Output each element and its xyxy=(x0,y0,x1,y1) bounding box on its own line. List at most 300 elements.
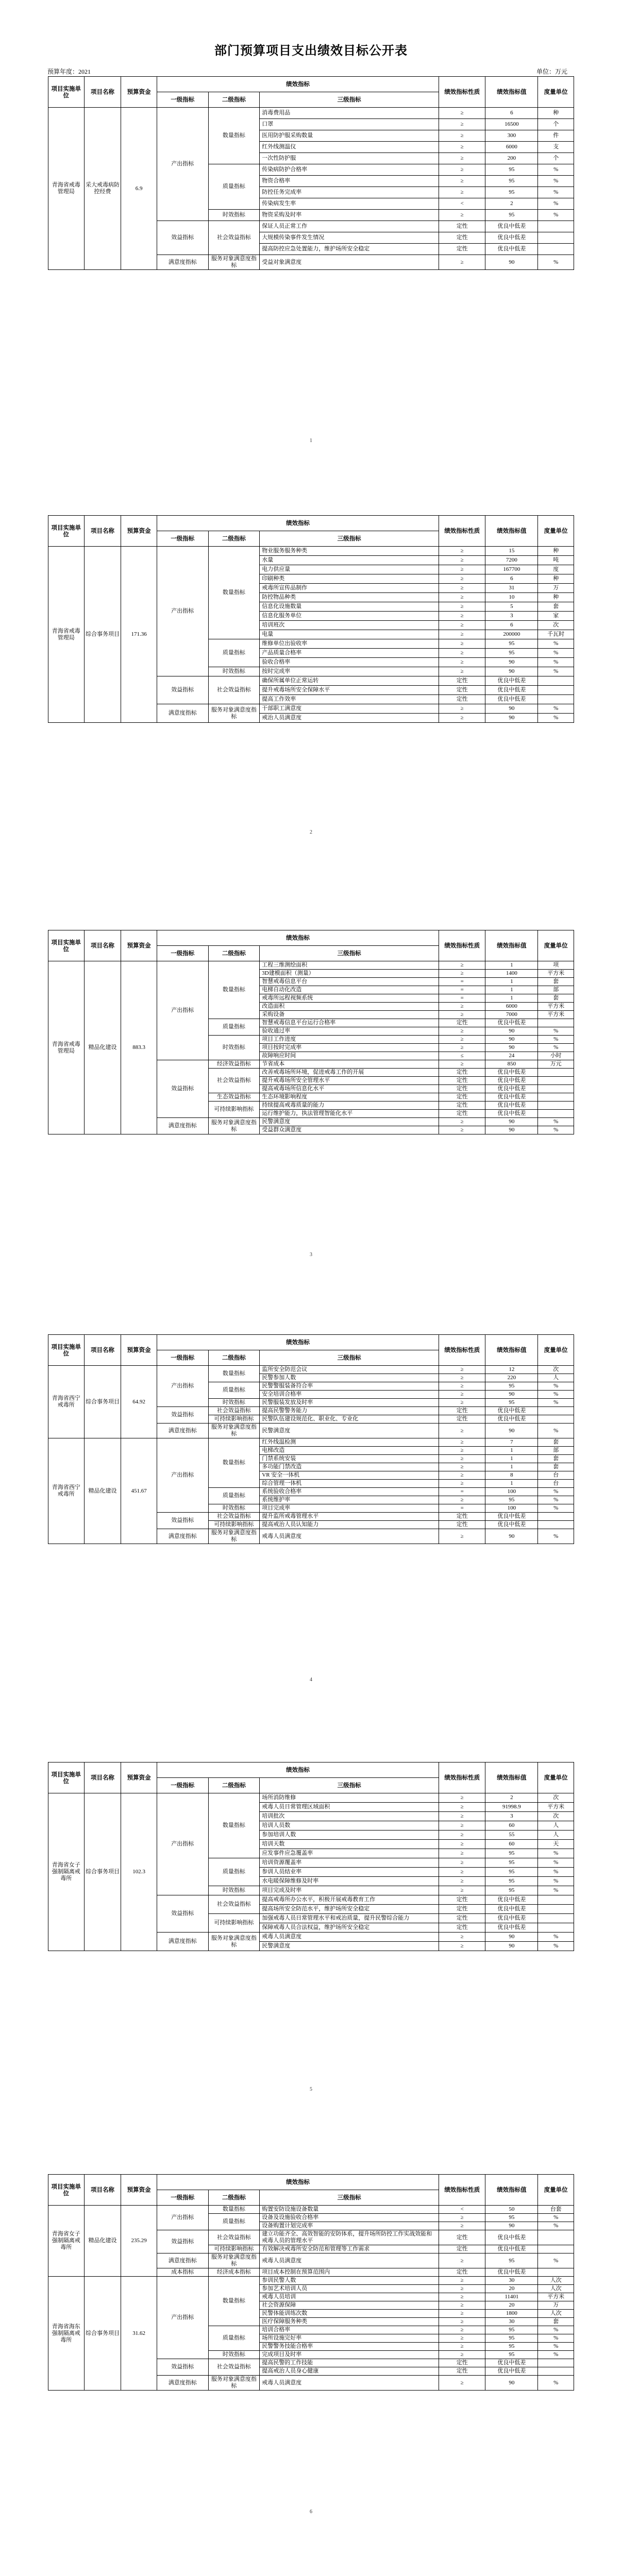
cell-measure: 小时 xyxy=(538,1052,574,1060)
cell-level3: 戒毒所宣传品制作 xyxy=(260,584,439,593)
header-measure: 度量单位 xyxy=(538,77,574,108)
cell-value: 3 xyxy=(485,612,538,621)
cell-level3: 民警参加人数 xyxy=(260,1374,439,1382)
table-row xyxy=(48,1366,574,1374)
cell-value: 95 xyxy=(485,1496,538,1504)
cell-nature: 定性 xyxy=(439,676,485,686)
cell-level3: 信息化设施数量 xyxy=(260,602,439,612)
cell-nature: 定性 xyxy=(439,686,485,695)
cell-nature: ≥ xyxy=(439,1933,485,1942)
cell-level2: 数量指标 xyxy=(208,1793,260,1858)
cell-level3: 电量 xyxy=(260,630,439,639)
cell-level3: 培训合格率 xyxy=(260,2326,439,2334)
cell-measure: 项 xyxy=(538,961,574,970)
cell-value: 167700 xyxy=(485,565,538,574)
cell-value: 优良中低差 xyxy=(485,2268,538,2277)
header-indicators: 绩效指标 xyxy=(157,1335,439,1350)
cell-level3: 提高工作效率 xyxy=(260,695,439,704)
cell-value: 30 xyxy=(485,2277,538,2285)
header-value: 绩效指标值 xyxy=(485,930,538,961)
cell-nature: ≥ xyxy=(439,1126,485,1134)
budget-year: 预算年度：2021 xyxy=(47,68,91,75)
header-level2: 二级指标 xyxy=(208,1350,260,1366)
cell-value: 20 xyxy=(485,2285,538,2293)
cell-level3: 持续提高戒毒质量的能力 xyxy=(260,1101,439,1110)
cell-nature: ≥ xyxy=(439,1480,485,1488)
cell-measure xyxy=(538,1415,574,1423)
cell-measure: % xyxy=(538,1868,574,1877)
page-number: 1 xyxy=(310,438,312,444)
cell-unit: 青海省戒毒管理局 xyxy=(48,961,85,1134)
cell-level3: 消毒费用品 xyxy=(260,108,439,119)
cell-level3: 水量 xyxy=(260,556,439,565)
cell-nature: < xyxy=(439,2206,485,2214)
cell-measure: 个 xyxy=(538,119,574,130)
cell-nature: ≥ xyxy=(439,108,485,119)
cell-nature: ≥ xyxy=(439,621,485,630)
cell-measure xyxy=(538,2245,574,2253)
cell-value: 95 xyxy=(485,1877,538,1886)
cell-budget: 171.36 xyxy=(121,547,157,723)
cell-measure: 平方米 xyxy=(538,1803,574,1812)
cell-value: 优良中低差 xyxy=(485,1895,538,1905)
cell-measure: 次 xyxy=(538,1812,574,1821)
cell-level3: 民警满意度 xyxy=(260,1942,439,1951)
cell-level3: 监所安全防范会议 xyxy=(260,1366,439,1374)
header-level1: 一级指标 xyxy=(157,1350,208,1366)
cell-level3: 提升戒毒场所安全管理水平 xyxy=(260,1077,439,1085)
cell-measure xyxy=(538,221,574,232)
cell-measure: 个 xyxy=(538,153,574,164)
cell-project: 精品化建设 xyxy=(84,1438,121,1544)
cell-nature: = xyxy=(439,1504,485,1513)
cell-measure: % xyxy=(538,1942,574,1951)
cell-level1: 效益指标 xyxy=(157,676,208,704)
cell-nature: 定性 xyxy=(439,1513,485,1521)
cell-measure: 家 xyxy=(538,612,574,621)
cell-level3: 系统验收合格率 xyxy=(260,1488,439,1496)
cell-value: 优良中低差 xyxy=(485,1513,538,1521)
cell-level3: 3D建模面积（测量） xyxy=(260,970,439,978)
cell-level3: 运行维护能力，执法管理智能化水平 xyxy=(260,1110,439,1118)
cell-level3: 民警体能训练次数 xyxy=(260,2310,439,2318)
cell-value: 31 xyxy=(485,584,538,593)
cell-measure xyxy=(538,1110,574,1118)
cell-measure xyxy=(538,1895,574,1905)
cell-measure: 人 xyxy=(538,1831,574,1840)
cell-value: 60 xyxy=(485,1821,538,1831)
cell-level1: 效益指标 xyxy=(157,1513,208,1529)
cell-value: 95 xyxy=(485,649,538,658)
cell-value: 95 xyxy=(485,1858,538,1868)
page-number: 3 xyxy=(310,1252,312,1258)
cell-level3: 确保所属单位正常运转 xyxy=(260,676,439,686)
cell-budget: 64.92 xyxy=(121,1366,157,1438)
cell-value: 2 xyxy=(485,1793,538,1803)
cell-value: 优良中低差 xyxy=(485,686,538,695)
cell-nature: ≥ xyxy=(439,2334,485,2343)
cell-level3: 传染病发生率 xyxy=(260,198,439,210)
cell-value: 10 xyxy=(485,593,538,602)
table-row xyxy=(48,1438,574,1447)
cell-level3: 生态环境影响程度 xyxy=(260,1093,439,1101)
cell-value: 6 xyxy=(485,108,538,119)
header-level3: 三级指标 xyxy=(260,946,439,961)
cell-nature: 定性 xyxy=(439,1101,485,1110)
cell-measure: % xyxy=(538,649,574,658)
cell-nature: ≥ xyxy=(439,639,485,649)
cell-level2: 质量指标 xyxy=(208,164,260,210)
header-project: 项目名称 xyxy=(84,2175,121,2206)
cell-nature: ≥ xyxy=(439,187,485,198)
cell-level3: 培训批次 xyxy=(260,1812,439,1821)
cell-measure xyxy=(538,2359,574,2367)
cell-measure xyxy=(538,1407,574,1415)
cell-measure: % xyxy=(538,1877,574,1886)
cell-value: 优良中低差 xyxy=(485,1101,538,1110)
cell-measure: % xyxy=(538,1423,574,1438)
cell-measure: % xyxy=(538,198,574,210)
cell-measure: % xyxy=(538,2222,574,2230)
cell-measure: % xyxy=(538,1391,574,1399)
cell-nature: ≥ xyxy=(439,176,485,187)
performance-table xyxy=(48,2174,574,2391)
cell-level2: 社会效益指标 xyxy=(208,1407,260,1415)
cell-level1: 效益指标 xyxy=(157,1060,208,1118)
cell-value: 90 xyxy=(485,704,538,714)
cell-nature: 定性 xyxy=(439,1069,485,1077)
cell-level3: 项目成本控制在预算范围内 xyxy=(260,2268,439,2277)
cell-value: 90 xyxy=(485,1027,538,1036)
cell-level3: 社会资源保障 xyxy=(260,2301,439,2310)
cell-nature: 定性 xyxy=(439,1407,485,1415)
cell-measure: 种 xyxy=(538,547,574,556)
cell-measure: 套 xyxy=(538,1463,574,1471)
cell-value: 7200 xyxy=(485,556,538,565)
cell-value: 2 xyxy=(485,198,538,210)
cell-measure: 套 xyxy=(538,978,574,986)
cell-value: 1 xyxy=(485,1455,538,1463)
table-row xyxy=(48,1793,574,1803)
cell-nature: ≥ xyxy=(439,1382,485,1391)
cell-nature: ≥ xyxy=(439,658,485,667)
cell-level3: 民警警务技能合格率 xyxy=(260,2343,439,2351)
cell-measure: 吨 xyxy=(538,556,574,565)
cell-level2: 社会效益指标 xyxy=(208,1513,260,1521)
performance-table xyxy=(48,1762,574,1951)
cell-level3: 智慧戒毒信息平台 xyxy=(260,978,439,986)
cell-level1: 效益指标 xyxy=(157,2230,208,2253)
cell-unit: 青海省西宁戒毒所 xyxy=(48,1366,85,1438)
cell-measure: % xyxy=(538,2253,574,2268)
cell-value: 200 xyxy=(485,153,538,164)
cell-measure: 万元 xyxy=(538,1060,574,1069)
cell-nature: ≥ xyxy=(439,255,485,270)
cell-value: 90 xyxy=(485,255,538,270)
cell-nature: = xyxy=(439,978,485,986)
cell-level3: 采购设备 xyxy=(260,1011,439,1019)
cell-level1: 效益指标 xyxy=(157,2359,208,2376)
cell-level3: 维修单位出验收率 xyxy=(260,639,439,649)
cell-level2: 社会效益指标 xyxy=(208,2230,260,2245)
cell-level2: 可持续影响指标 xyxy=(208,1101,260,1118)
cell-level2: 经济效益指标 xyxy=(208,1060,260,1069)
cell-budget: 102.3 xyxy=(121,1793,157,1951)
cell-measure: 平方米 xyxy=(538,970,574,978)
cell-value: 90 xyxy=(485,1942,538,1951)
cell-level2: 数量指标 xyxy=(208,1366,260,1382)
cell-level3: 完成项目及时率 xyxy=(260,2351,439,2359)
cell-measure xyxy=(538,1069,574,1077)
cell-value: 11401 xyxy=(485,2293,538,2301)
cell-value: 1 xyxy=(485,1463,538,1471)
header-project: 项目名称 xyxy=(84,77,121,108)
cell-level3: 有效解决戒毒所安全防范和管理等工作需求 xyxy=(260,2245,439,2253)
performance-table xyxy=(48,76,574,270)
cell-level1: 满意度指标 xyxy=(157,1933,208,1951)
cell-nature: = xyxy=(439,994,485,1003)
cell-level2: 社会效益指标 xyxy=(208,2359,260,2376)
cell-nature: 定性 xyxy=(439,221,485,232)
cell-measure: % xyxy=(538,1488,574,1496)
cell-level2: 可持续影响指标 xyxy=(208,2245,260,2253)
cell-measure: % xyxy=(538,1886,574,1895)
cell-nature: 定性 xyxy=(439,1905,485,1914)
cell-level3: 提高民警的工作技能 xyxy=(260,2359,439,2367)
cell-measure xyxy=(538,244,574,255)
header-nature: 绩效指标性质 xyxy=(439,516,485,547)
cell-level3: 项目按时完成率 xyxy=(260,1044,439,1052)
cell-level3: 加强戒毒人员日常管理水平和戒治质量，提升民警综合能力 xyxy=(260,1914,439,1923)
cell-value: 1 xyxy=(485,961,538,970)
cell-nature: ≥ xyxy=(439,1831,485,1840)
cell-value: 95 xyxy=(485,2326,538,2334)
cell-nature: ≥ xyxy=(439,584,485,593)
cell-nature: 定性 xyxy=(439,2268,485,2277)
cell-level2: 时效指标 xyxy=(208,1399,260,1407)
cell-value: 优良中低差 xyxy=(485,1110,538,1118)
cell-measure xyxy=(538,1513,574,1521)
cell-level3: 故障响应时间 xyxy=(260,1052,439,1060)
header-nature: 绩效指标性质 xyxy=(439,930,485,961)
cell-value: 1 xyxy=(485,994,538,1003)
cell-value: 91998.9 xyxy=(485,1803,538,1812)
cell-measure xyxy=(538,1101,574,1110)
cell-measure xyxy=(538,232,574,244)
cell-nature: ≥ xyxy=(439,1374,485,1382)
header-indicators: 绩效指标 xyxy=(157,77,439,92)
cell-nature: ≥ xyxy=(439,142,485,153)
cell-measure: 人 xyxy=(538,1374,574,1382)
cell-level1: 产出指标 xyxy=(157,2277,208,2359)
cell-measure: % xyxy=(538,176,574,187)
cell-nature: 定性 xyxy=(439,2359,485,2367)
cell-measure xyxy=(538,686,574,695)
cell-level3: 电梯自动化改造 xyxy=(260,986,439,994)
cell-level3: 戒毒人员培训 xyxy=(260,2293,439,2301)
cell-value: 90 xyxy=(485,658,538,667)
cell-level3: 防控任务完成率 xyxy=(260,187,439,198)
cell-level3: 医用防护服采购数量 xyxy=(260,130,439,142)
cell-level1: 产出指标 xyxy=(157,961,208,1060)
cell-nature: = xyxy=(439,1488,485,1496)
cell-nature: 定性 xyxy=(439,1914,485,1923)
cell-measure: % xyxy=(538,255,574,270)
cell-nature: ≥ xyxy=(439,1438,485,1447)
cell-measure: % xyxy=(538,1504,574,1513)
cell-measure xyxy=(538,2367,574,2376)
cell-value: 12 xyxy=(485,1366,538,1374)
header-level2: 二级指标 xyxy=(208,2190,260,2206)
cell-nature: ≥ xyxy=(439,574,485,584)
cell-nature: ≥ xyxy=(439,1529,485,1544)
header-budget: 预算资金 xyxy=(121,930,157,961)
cell-measure: 套 xyxy=(538,1438,574,1447)
cell-nature: 定性 xyxy=(439,232,485,244)
cell-measure xyxy=(538,695,574,704)
cell-level3: 参训人员结业率 xyxy=(260,1868,439,1877)
cell-measure xyxy=(538,1923,574,1933)
cell-nature: ≥ xyxy=(439,593,485,602)
cell-measure: % xyxy=(538,639,574,649)
cell-measure: % xyxy=(538,210,574,221)
amount-unit: 单位：万元 xyxy=(536,68,567,75)
header-level1: 一级指标 xyxy=(157,92,208,108)
cell-measure: 套 xyxy=(538,1455,574,1463)
cell-nature: ≥ xyxy=(439,2318,485,2326)
cell-value: 90 xyxy=(485,1118,538,1126)
cell-value: 优良中低差 xyxy=(485,676,538,686)
header-level1: 一级指标 xyxy=(157,2190,208,2206)
cell-measure: 万 xyxy=(538,2301,574,2310)
header-nature: 绩效指标性质 xyxy=(439,2175,485,2206)
cell-value: 优良中低差 xyxy=(485,1019,538,1027)
cell-nature: 定性 xyxy=(439,1077,485,1085)
cell-value: 24 xyxy=(485,1052,538,1060)
cell-nature: 定性 xyxy=(439,1923,485,1933)
cell-budget: 6.9 xyxy=(121,108,157,270)
cell-level2: 质量指标 xyxy=(208,639,260,667)
cell-level3: 传染病防护合格率 xyxy=(260,164,439,176)
cell-level2: 时效指标 xyxy=(208,210,260,221)
cell-measure: 种 xyxy=(538,593,574,602)
cell-value: 55 xyxy=(485,1831,538,1840)
cell-value: 优良中低差 xyxy=(485,2230,538,2245)
header-indicators: 绩效指标 xyxy=(157,1762,439,1778)
cell-project: 综合事务项目 xyxy=(84,1793,121,1951)
cell-nature: ≥ xyxy=(439,961,485,970)
cell-nature: ≥ xyxy=(439,2253,485,2268)
header-level1: 一级指标 xyxy=(157,531,208,547)
cell-level3: 戒毒人员满意度 xyxy=(260,2253,439,2268)
cell-level3: 设备购置计划完成率 xyxy=(260,2222,439,2230)
cell-value: 90 xyxy=(485,1529,538,1544)
cell-measure: 台 xyxy=(538,1471,574,1480)
cell-value: 优良中低差 xyxy=(485,1093,538,1101)
cell-level1: 产出指标 xyxy=(157,1438,208,1513)
header-project: 项目名称 xyxy=(84,930,121,961)
cell-level2: 质量指标 xyxy=(208,1488,260,1504)
cell-level3: 大规模传染事件发生情况 xyxy=(260,232,439,244)
cell-nature: 定性 xyxy=(439,1085,485,1093)
cell-value: 95 xyxy=(485,2351,538,2359)
cell-level3: 提高戒毒所办公水平，积极开展戒毒教育工作 xyxy=(260,1895,439,1905)
cell-level2: 质量指标 xyxy=(208,2326,260,2351)
cell-project: 综合事务项目 xyxy=(84,2277,121,2391)
cell-nature: ≥ xyxy=(439,1060,485,1069)
cell-nature: ≥ xyxy=(439,565,485,574)
cell-level2: 数量指标 xyxy=(208,2206,260,2214)
header-indicators: 绩效指标 xyxy=(157,2175,439,2190)
cell-value: 优良中低差 xyxy=(485,1521,538,1529)
cell-measure: % xyxy=(538,658,574,667)
cell-budget: 883.3 xyxy=(121,961,157,1134)
cell-nature: ≥ xyxy=(439,1886,485,1895)
cell-value: 16500 xyxy=(485,119,538,130)
cell-level3: 项目完成率 xyxy=(260,1504,439,1513)
cell-value: 优良中低差 xyxy=(485,1085,538,1093)
cell-level3: 保证人员正常工作 xyxy=(260,221,439,232)
cell-measure: 台 xyxy=(538,1480,574,1488)
page-number: 4 xyxy=(310,1677,312,1683)
cell-value: 95 xyxy=(485,1382,538,1391)
cell-value: 95 xyxy=(485,164,538,176)
header-level3: 三级指标 xyxy=(260,1778,439,1793)
header-level3: 三级指标 xyxy=(260,92,439,108)
header-level2: 二级指标 xyxy=(208,1778,260,1793)
cell-value: 1 xyxy=(485,978,538,986)
cell-level2: 社会效益指标 xyxy=(208,221,260,255)
cell-nature: ≥ xyxy=(439,612,485,621)
header-level2: 二级指标 xyxy=(208,531,260,547)
table-section xyxy=(48,1762,574,1951)
cell-value: 15 xyxy=(485,547,538,556)
cell-nature: ≥ xyxy=(439,1455,485,1463)
cell-level3: 民警满意度 xyxy=(260,1118,439,1126)
header-project: 项目名称 xyxy=(84,1762,121,1793)
cell-nature: ≥ xyxy=(439,649,485,658)
cell-level2: 可持续影响指标 xyxy=(208,1521,260,1529)
cell-level3: 电力供应量 xyxy=(260,565,439,574)
cell-measure: 万 xyxy=(538,584,574,593)
cell-level3: 民警服装发放及时率 xyxy=(260,1399,439,1407)
cell-measure xyxy=(538,676,574,686)
cell-measure: 人次 xyxy=(538,2310,574,2318)
cell-unit: 青海省西宁戒毒所 xyxy=(48,1438,85,1544)
cell-level1: 效益指标 xyxy=(157,1895,208,1933)
cell-nature: ≥ xyxy=(439,1793,485,1803)
cell-level2: 数量指标 xyxy=(208,547,260,639)
table-row xyxy=(48,108,574,119)
cell-measure: % xyxy=(538,2376,574,2391)
cell-measure: 天 xyxy=(538,1840,574,1849)
cell-measure: % xyxy=(538,1118,574,1126)
cell-value: 3 xyxy=(485,1812,538,1821)
cell-level3: 验收通过率 xyxy=(260,1027,439,1036)
cell-level1: 产出指标 xyxy=(157,1366,208,1407)
cell-level2: 服务对象满意度指标 xyxy=(208,1933,260,1951)
header-budget: 预算资金 xyxy=(121,1335,157,1366)
cell-level3: VR 安全一体机 xyxy=(260,1471,439,1480)
header-unit: 项目实施单位 xyxy=(48,2175,85,2206)
cell-measure: % xyxy=(538,187,574,198)
page-number: 6 xyxy=(310,2509,312,2515)
cell-value: 95 xyxy=(485,1849,538,1858)
cell-level3: 项目完成及时率 xyxy=(260,1886,439,1895)
header-level3: 三级指标 xyxy=(260,1350,439,1366)
cell-nature: ≥ xyxy=(439,2351,485,2359)
header-value: 绩效指标值 xyxy=(485,77,538,108)
